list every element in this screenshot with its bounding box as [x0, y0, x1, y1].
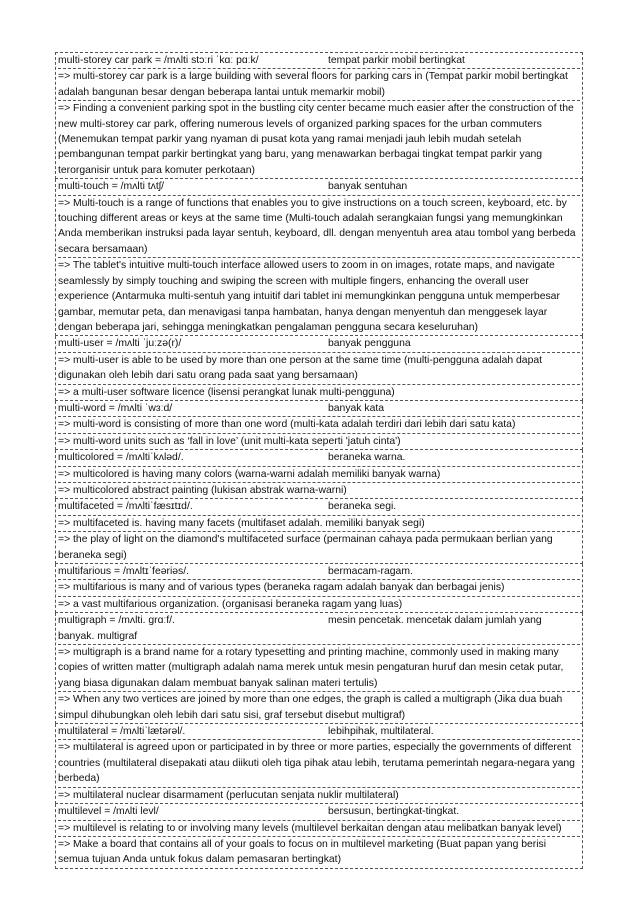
dictionary-entry	[55, 179, 583, 336]
translation-continued: banyak. multigraf	[58, 629, 580, 645]
example-line: => multicolored is having many colors (warna-warni adalah memiliki banyak warna)	[58, 467, 580, 483]
example-line: => Make a board that contains all of your goals to focus on in multilevel marketing (Buat papan yang berisi semua tujuan Anda untuk fokus dalam pemasaran bertingkat)	[58, 838, 547, 866]
translation: bermacam-ragam.	[328, 566, 413, 577]
headword-pronunciation: multifarious = /mʌltɪˈfeəriəs/.	[58, 566, 190, 577]
entry-headword	[58, 179, 580, 195]
example-line: => multilateral is agreed upon or participated in by three or more parties, especially the governments of different countries (multilateral disepakati atau diikuti oleh tiga pihak atau lebih, terutama pemerintah negara-negara yang berbeda)	[58, 740, 580, 787]
example-line: => multi-word units such as ‘fall in love’ (unit multi-kata seperti 'jatuh cinta')	[58, 435, 401, 447]
translation: bersusun, bertingkat-tingkat.	[328, 806, 460, 818]
headword-pronunciation: multi-storey car park = /mʌlti stɔːri ˈkɑː pɑːk/	[58, 55, 259, 66]
entry-headword	[58, 450, 580, 466]
entry-headword	[58, 499, 580, 515]
dictionary-entry	[55, 499, 583, 564]
example-line: => a multi-user software licence (lisensi perangkat lunak multi-pengguna)	[58, 386, 395, 398]
translation: banyak pengguna	[328, 338, 411, 350]
example-line: => multilateral nuclear disarmament (perlucutan senjata nuklir multilateral)	[58, 789, 399, 801]
dictionary-entry	[55, 336, 583, 401]
entry-headword	[58, 401, 580, 417]
dictionary-page	[55, 52, 583, 869]
headword-pronunciation: multi-word = /mʌlti ˈwɜːd/	[58, 402, 173, 414]
example-line: => multi-user is able to be used by more than one person at the same time (multi-pengguna adalah dapat digunakan oleh lebih dari satu orang pada saat yang bersamaan)	[58, 353, 580, 385]
dictionary-entry	[55, 564, 583, 613]
headword-pronunciation: multi-user = /mʌlti ˈjuːzə(r)/	[58, 338, 182, 350]
translation: beraneka segi.	[328, 501, 397, 513]
example-line: => The tablet's intuitive multi-touch interface allowed users to zoom in on images, rotate maps, and navigate seamlessly by simply touching and swiping the screen with multiple fingers, enhancing the overall user experience (Antarmuka multi-sentuh yang intuitif dari tablet ini memungkinkan pengguna untuk memperbesar gambar, memutar peta, dan menavigasi tanpa hambatan, hanya dengan menyentuh dan menggesek layar dengan beberapa jari, sehingga meningkatkan pengalaman pengguna secara keseluruhan)	[58, 260, 560, 333]
example-line: => Finding a convenient parking spot in the bustling city center became much easier after the construction of the new multi-storey car park, offering numerous levels of organized parking spaces for the urban commuters (Menemukan tempat parkir yang nyaman di pusat kota yang ramai menjadi jauh lebih mudah setelah pembangunan tempat parkir bertingkat yang baru, yang menawarkan berbagai tingkat tempat parkir yang terorganisir untuk para komuter perkotaan)	[58, 103, 574, 176]
example-line: => multifarious is many and of various types (beraneka ragam adalah banyak dan berbagai jenis)	[58, 580, 580, 596]
dictionary-entry	[55, 724, 583, 804]
example-line: => multifaceted is. having many facets (multifaset adalah. memiliki banyak segi)	[58, 516, 580, 532]
dictionary-entry	[55, 804, 583, 869]
translation: banyak sentuhan	[328, 181, 408, 193]
entry-headword	[58, 53, 580, 69]
translation: mesin pencetak. mencetak dalam jumlah yang	[328, 615, 542, 627]
example-line: => a vast multifarious organization. (organisasi beraneka ragam yang luas)	[58, 598, 403, 610]
example-line: => multilevel is relating to or involving many levels (multilevel berkaitan dengan atau melibatkan banyak level)	[58, 821, 580, 837]
headword-pronunciation: multi-touch = /mʌlti tʌtʃ/	[58, 181, 164, 193]
dictionary-entry	[55, 450, 583, 499]
example-line: => multigraph is a brand name for a rotary typesetting and printing machine, commonly used in making many copies of written matter (multigraph adalah nama merek untuk mesin pengaturan huruf dan mesin cetak putar, yang biasa digunakan dalam membuat banyak salinan materi tertulis)	[58, 645, 580, 692]
dictionary-entry	[55, 52, 583, 179]
translation: beraneka warna.	[328, 452, 406, 464]
dictionary-entry	[55, 401, 583, 450]
example-line: => multi-storey car park is a large building with several floors for parking cars in (Tempat parkir mobil bertingkat adalah bangunan besar dengan beberapa lantai untuk memarkir mobil)	[58, 69, 580, 101]
translation: tempat parkir mobil bertingkat	[328, 55, 465, 66]
headword-pronunciation: multicolored = /mʌltiˈkʌləd/.	[58, 452, 184, 464]
example-line: => When any two vertices are joined by more than one edges, the graph is called a multigraph (Jika dua buah simpul dihubungkan oleh lebih dari satu sisi, graf tersebut disebut multigraf)	[58, 694, 563, 721]
entry-headword	[58, 724, 580, 740]
example-line: => multi-word is consisting of more than one word (multi-kata adalah terdiri dari lebih dari satu kata)	[58, 417, 580, 433]
entry-headword	[58, 564, 580, 580]
headword-pronunciation: multilevel = /mʌlti levl/	[58, 806, 159, 818]
headword-pronunciation: multigraph = /mʌlti. ɡrɑːf/.	[58, 615, 175, 627]
translation: banyak kata	[328, 402, 385, 414]
translation: lebihpihak, multilateral.	[328, 726, 434, 738]
dictionary-entry	[55, 613, 583, 724]
entry-headword	[58, 336, 580, 352]
headword-pronunciation: multilateral = /mʌltiˈlætərəl/.	[58, 726, 186, 738]
example-line: => the play of light on the diamond's multifaceted surface (permainan cahaya pada permukaan berlian yang beraneka segi)	[58, 534, 553, 561]
entry-headword	[58, 804, 580, 820]
headword-pronunciation: multifaceted = /mʌltiˈfæsɪtɪd/.	[58, 501, 193, 513]
entry-headword	[58, 613, 580, 628]
example-line: => multicolored abstract painting (lukisan abstrak warna-warni)	[58, 484, 347, 496]
example-line: => Multi-touch is a range of functions that enables you to give instructions on a touch screen, keyboard, etc. by touching different areas or keys at the same time (Multi-touch adalah serangkaian fungsi yang memungkinkan Anda memberikan instruksi pada layar sentuh, keyboard, dll. dengan menyentuh area atau tombol yang berbeda secara bersamaan)	[58, 196, 580, 259]
